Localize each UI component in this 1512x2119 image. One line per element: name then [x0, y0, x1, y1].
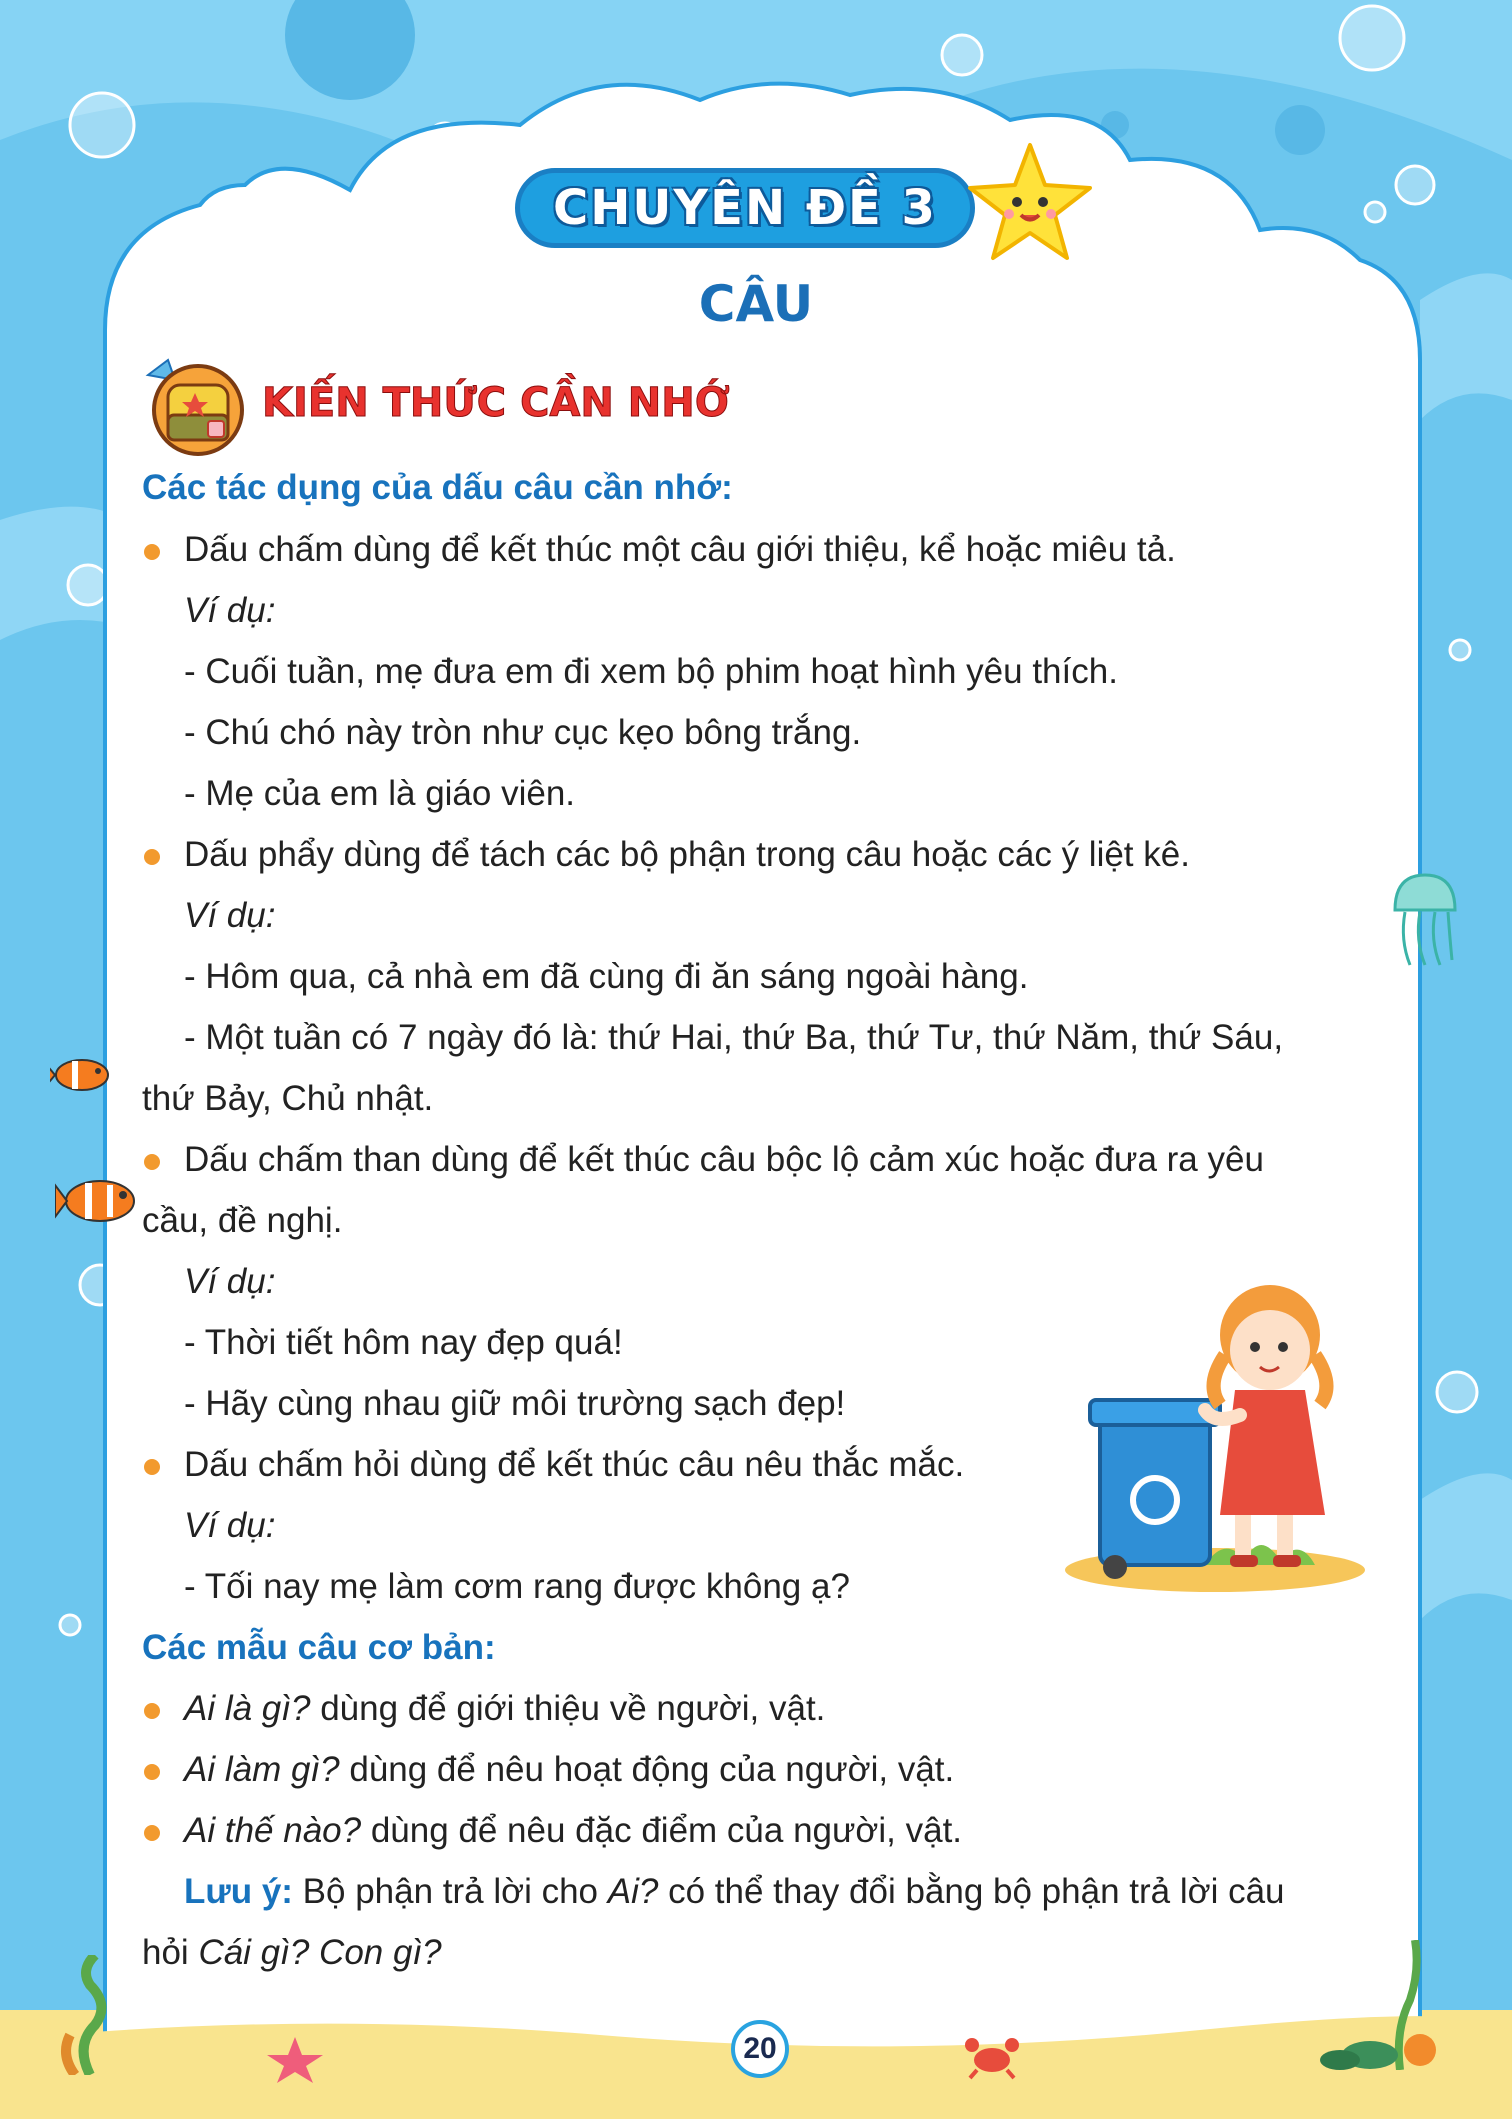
example-line: - Cuối tuần, mẹ đưa em đi xem bộ phim hoạt hình yêu thích. [184, 652, 1118, 691]
list-item: Dấu phẩy dùng để tách các bộ phận trong câu hoặc các ý liệt kê. [184, 835, 1190, 874]
pattern-item [184, 1811, 962, 1851]
example-line: - Chú chó này tròn như cục kẹo bông trắng. [184, 713, 862, 752]
section-heading: KIẾN THỨC CẦN NHỚ [262, 380, 730, 426]
example-line: - Tối nay mẹ làm cơm rang được không ạ? [184, 1567, 850, 1606]
clownfish-icon [55, 1175, 140, 1227]
list-item: Dấu chấm than dùng để kết thúc câu bộc lộ cảm xúc hoặc đưa ra yêu [184, 1140, 1264, 1179]
note-ai: Ai? [607, 1872, 659, 1911]
pattern-name: Ai là gì? [184, 1689, 311, 1728]
coral-icon [1320, 1940, 1450, 2070]
pattern-name: Ai thế nào? [184, 1811, 362, 1850]
note-label: Lưu ý: [184, 1872, 293, 1911]
pattern-desc: dùng để nêu đặc điểm của người, vật. [361, 1811, 963, 1850]
note-text: hỏi [142, 1933, 199, 1972]
example-label: Ví dụ: [184, 591, 276, 630]
example-line: - Hãy cùng nhau giữ môi trường sạch đẹp! [184, 1384, 846, 1423]
crab-icon [962, 2030, 1022, 2080]
note-text: Bộ phận trả lời cho [292, 1872, 608, 1911]
starfish-icon [265, 2035, 325, 2085]
list-item: Dấu chấm dùng để kết thúc một câu giới thiệu, kể hoặc miêu tả. [184, 530, 1176, 569]
backpack-icon [140, 355, 252, 457]
note-italic: Cái gì? Con gì? [198, 1933, 442, 1972]
example-line: - Hôm qua, cả nhà em đã cùng đi ăn sáng ngoài hàng. [184, 957, 1029, 996]
page-number: 20 [731, 2020, 789, 2078]
pattern-item [184, 1689, 825, 1729]
example-line: - Thời tiết hôm nay đẹp quá! [184, 1323, 623, 1362]
note-line [142, 1933, 442, 1973]
list-item-continuation: cầu, đề nghị. [142, 1201, 343, 1240]
pattern-item [184, 1750, 954, 1790]
note-text: có thể thay đổi bằng bộ phận trả lời câu [658, 1872, 1285, 1911]
seaweed-icon [45, 1955, 135, 2075]
list-item: Dấu chấm hỏi dùng để kết thúc câu nêu thắc mắc. [184, 1445, 965, 1484]
example-line: - Mẹ của em là giáo viên. [184, 774, 576, 813]
example-label: Ví dụ: [184, 1506, 276, 1545]
pattern-desc: dùng để nêu hoạt động của người, vật. [339, 1750, 955, 1789]
jellyfish-icon [1390, 870, 1460, 970]
punctuation-subheading: Các tác dụng của dấu câu cần nhớ: [142, 468, 733, 507]
pattern-name: Ai làm gì? [184, 1750, 340, 1789]
page-title: CÂU [698, 275, 814, 333]
note-line [184, 1872, 1285, 1912]
star-icon [965, 140, 1095, 265]
example-line: thứ Bảy, Chủ nhật. [142, 1079, 434, 1118]
pattern-desc: dùng để giới thiệu về người, vật. [310, 1689, 826, 1728]
example-label: Ví dụ: [184, 896, 276, 935]
example-line: - Một tuần có 7 ngày đó là: thứ Hai, thứ Ba, thứ Tư, thứ Năm, thứ Sáu, [184, 1018, 1284, 1057]
chapter-title: CHUYÊN ĐỀ 3 [553, 180, 937, 236]
girl-recycling-illustration [1055, 1275, 1365, 1595]
patterns-subheading: Các mẫu câu cơ bản: [142, 1628, 496, 1667]
clownfish-icon [50, 1055, 115, 1095]
example-label: Ví dụ: [184, 1262, 276, 1301]
